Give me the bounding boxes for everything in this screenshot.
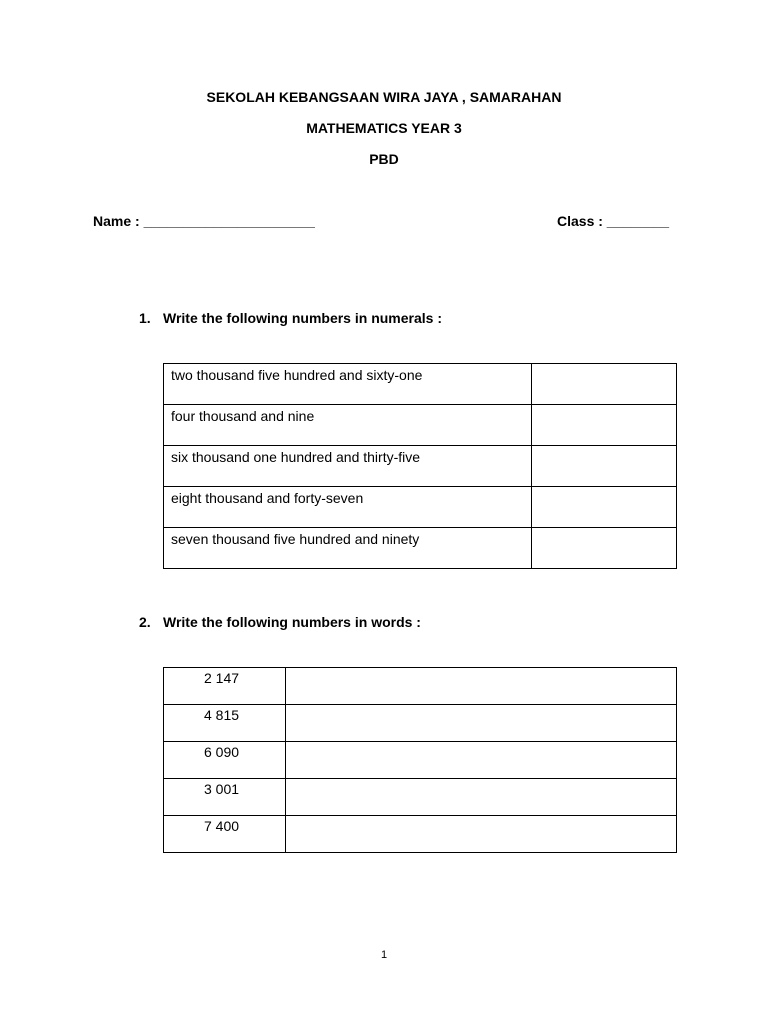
question-2 xyxy=(139,614,421,630)
question-1-number: 1. xyxy=(139,310,151,326)
table-row xyxy=(164,405,677,446)
number-phrase: four thousand and nine xyxy=(164,405,532,446)
table-row xyxy=(164,528,677,569)
words-answer-box xyxy=(286,668,677,705)
question-2-number: 2. xyxy=(139,614,151,630)
table-row xyxy=(164,779,677,816)
words-table xyxy=(163,667,677,853)
question-2-text: Write the following numbers in words : xyxy=(163,614,421,630)
words-answer-box xyxy=(286,742,677,779)
number-phrase: two thousand five hundred and sixty-one xyxy=(164,364,532,405)
numeral-answer-box xyxy=(532,364,677,405)
table-row xyxy=(164,487,677,528)
numeral-answer-box xyxy=(532,405,677,446)
table-row xyxy=(164,705,677,742)
school-name: SEKOLAH KEBANGSAAN WIRA JAYA , SAMARAHAN xyxy=(206,89,562,105)
name-field: Name : ______________________ xyxy=(93,213,315,229)
question-1 xyxy=(139,310,442,326)
number-phrase: eight thousand and forty-seven xyxy=(164,487,532,528)
question-1-text: Write the following numbers in numerals : xyxy=(163,310,442,326)
numeral-answer-box xyxy=(532,528,677,569)
number-phrase: six thousand one hundred and thirty-five xyxy=(164,446,532,487)
page-number: 1 xyxy=(380,949,388,961)
number-value: 2 147 xyxy=(164,668,286,705)
words-answer-box xyxy=(286,705,677,742)
table-row xyxy=(164,364,677,405)
numeral-answer-box xyxy=(532,446,677,487)
class-field: Class : ________ xyxy=(557,213,670,229)
number-phrase: seven thousand five hundred and ninety xyxy=(164,528,532,569)
number-value: 3 001 xyxy=(164,779,286,816)
table-row xyxy=(164,446,677,487)
number-value: 4 815 xyxy=(164,705,286,742)
numerals-table xyxy=(163,363,677,569)
numeral-answer-box xyxy=(532,487,677,528)
number-value: 7 400 xyxy=(164,816,286,853)
table-row xyxy=(164,816,677,853)
number-value: 6 090 xyxy=(164,742,286,779)
words-answer-box xyxy=(286,816,677,853)
table-row xyxy=(164,742,677,779)
words-answer-box xyxy=(286,779,677,816)
table-row xyxy=(164,668,677,705)
assessment-title: PBD xyxy=(369,151,399,167)
subject-title: MATHEMATICS YEAR 3 xyxy=(306,120,462,136)
